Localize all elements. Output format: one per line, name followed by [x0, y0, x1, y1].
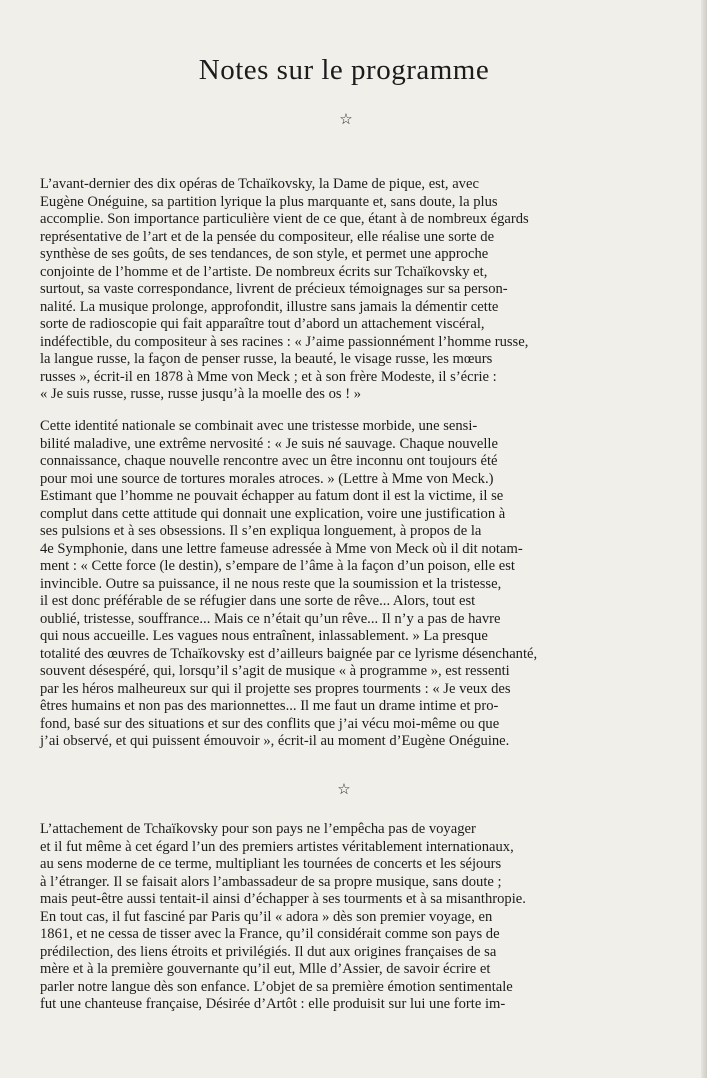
page-title: Notes sur le programme	[198, 54, 490, 86]
paragraph-1: L’avant-dernier des dix opéras de Tchaïkovsky, la Dame de pique, est, avec Eugène Onéguine, sa partition lyrique la plus marquante et, sans doute, la plus accomplie. Son importance particulière vient de ce que, étant à de nombreux égards représentative de l’art et de la pensée du compositeur, elle réalise une sorte de synthèse de ses goûts, de ses tendances, de son style, et permet une approche conjointe de l’homme et de l’artiste. De nombreux écrits sur Tchaïkovsky et, surtout, sa vaste correspondance, livrent de précieux témoignages sur sa person- nalité. La musique prolonge, approfondit, illustre sans jamais la démentir cette sorte de radioscopie qui fait apparaître tout d’abord un attachement viscéral, indéfectible, du compositeur à ses racines : « J’aime passionnément l’homme russe, la langue russe, la façon de penser russe, la beauté, le visage russe, les mœurs russes », écrit-il en 1878 à Mme von Meck ; et à son frère Modeste, il s’écrie : « Je suis russe, russe, russe jusqu’à la moelle des os ! »	[40, 176, 529, 402]
paragraph-3: L’attachement de Tchaïkovsky pour son pays ne l’empêcha pas de voyager et il fut même à cet égard l’un des premiers artistes véritablement internationaux, au sens moderne de ce terme, multipliant les tournées de concerts et les séjours à l’étranger. Il se faisait alors l’ambassadeur de sa propre musique, sans doute ; mais peut-être aussi tentait-il ainsi d’échapper à ses tourments et à sa misanthropie. En tout cas, il fut fasciné par Paris qu’il « adora » dès son premier voyage, en 1861, et ne cessa de tisser avec la France, qu’il considérait comme son pays de prédilection, des liens étroits et privilégiés. Il dut aux origines françaises de sa mère et à la première gouvernante qu’il eut, Mlle d’Assier, de savoir écrire et parler notre langue dès son enfance. L’objet de sa première émotion sentimentale fut une chanteuse française, Désirée d’Artôt : elle produisit sur lui une forte im-	[40, 821, 526, 1012]
page-edge-shadow	[701, 0, 707, 1078]
star-separator-icon: ☆	[337, 782, 351, 798]
star-separator-icon: ☆	[339, 112, 353, 128]
paragraph-2: Cette identité nationale se combinait avec une tristesse morbide, une sensi- bilité maladive, une extrême nervosité : « Je suis né sauvage. Chaque nouvelle connaissance, chaque nouvelle rencontre avec un être inconnu ont toujours été pour moi une source de tortures morales atroces. » (Lettre à Mme von Meck.) Estimant que l’homme ne pouvait échapper au fatum dont il est la victime, il se complut dans cette attitude qui donnait une explication, voire une justification à ses pulsions et à ses obsessions. Il s’en expliqua longuement, à propos de la 4e Symphonie, dans une lettre fameuse adressée à Mme von Meck où il dit notam- ment : « Cette force (le destin), s’empare de l’âme à la façon d’un poison, elle est invincible. Outre sa puissance, il ne nous reste que la soumission et la tristesse, il est donc préférable de se réfugier dans une sorte de rêve... Alors, tout est oublié, tristesse, souffrance... Mais ce n’était qu’un rêve... Il n’y a pas de havre qui nous accueille. Les vagues nous entraînent, inlassablement. » La presque totalité des œuvres de Tchaïkovsky est d’ailleurs baignée par ce lyrisme désenchanté, souvent désespéré, qui, lorsqu’il s’agit de musique « à programme », est ressenti par les héros malheureux sur qui il projette ses propres tourments : « Je veux des êtres humains et non pas des marionnettes... Il me faut un drame intime et pro- fond, basé sur des situations et sur des conflits que j’ai vécu moi-même ou que j’ai observé, et qui puissent émouvoir », écrit-il au moment d’Eugène Onéguine.	[40, 418, 538, 749]
document-page	[40, 0, 648, 1078]
